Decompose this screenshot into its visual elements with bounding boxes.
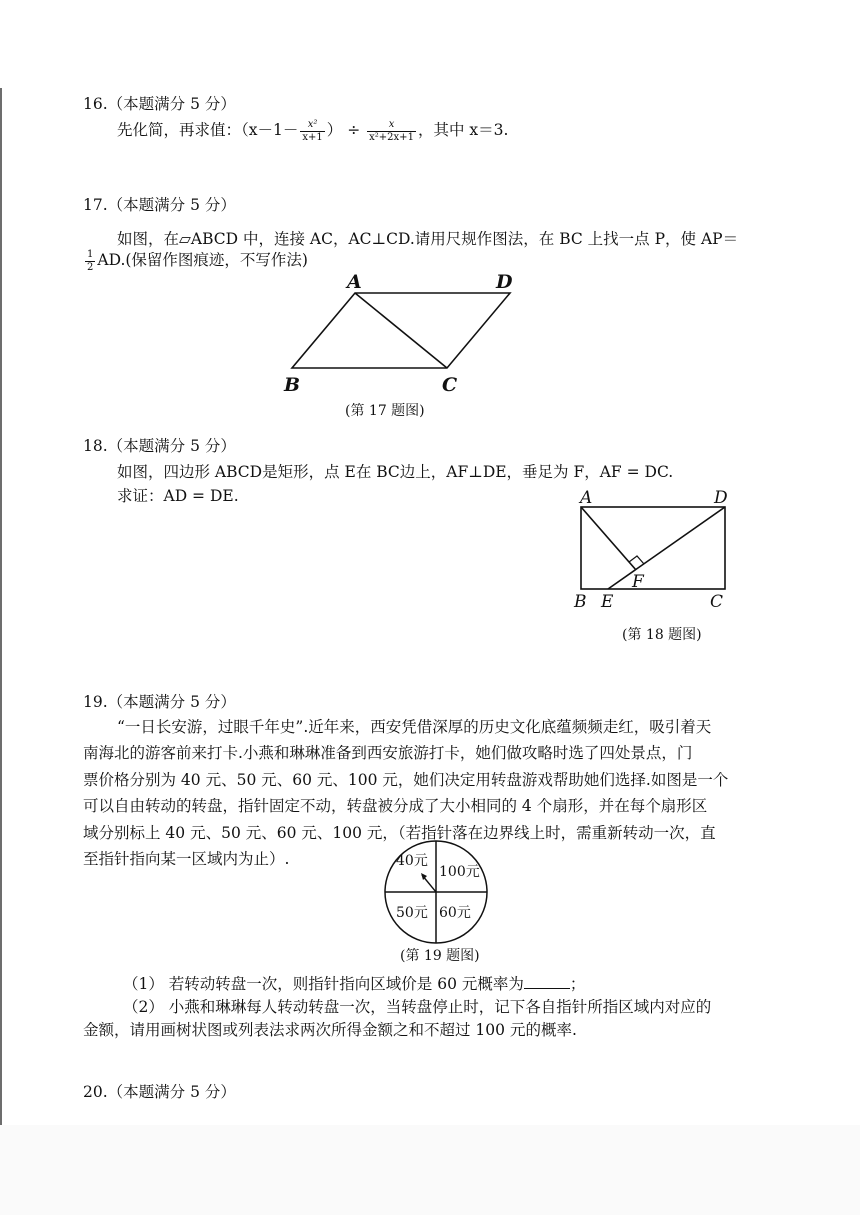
q17-frac-den: 2 [87, 261, 94, 273]
q17-caption: (第 17 题图) [345, 403, 425, 419]
q17-label-d: D [496, 271, 513, 293]
q16-fraction-2 [367, 119, 416, 144]
q19-para-line4: 可以自由转动的转盘，指针固定不动，转盘被分成了大小相同的 4 个扇形，并在每个扇形区 [83, 797, 708, 815]
q17-frac-num: 1 [87, 248, 94, 260]
q16-expr-open: （x－1－ [241, 121, 299, 139]
segment-af [581, 507, 636, 570]
q18-label-d: D [714, 488, 728, 508]
q17-label-a: A [347, 271, 362, 293]
q19-header: 19.（本题满分 5 分） [83, 693, 236, 711]
q16-frac2-den: x²+2x+1 [369, 131, 414, 143]
spinner-label-50: 50元 [396, 905, 428, 921]
q19-para-line1: “一日长安游，过眼千年史”.近年来，西安凭借深厚的历史文化底蕴频频走红，吸引着天 [117, 718, 712, 736]
q18-label-f: F [632, 572, 644, 592]
q16-expr-close: ） [326, 121, 343, 139]
segment-de [608, 507, 725, 589]
q18-header: 18.（本题满分 5 分） [83, 437, 236, 455]
q16-lead: 先化简，再求值： [117, 121, 242, 139]
q19-caption: (第 19 题图) [400, 948, 480, 964]
diagonal-ac [355, 293, 447, 368]
q18-label-c: C [710, 592, 724, 612]
q16-fraction-1 [300, 119, 324, 144]
q19-spinner-figure [380, 840, 492, 944]
q19-sub1-text: （1） 若转动转盘一次，则指针指向区域价是 60 元概率为 [123, 975, 524, 993]
q19-sub2-line2: 金额，请用画树状图或列表法求两次所得金额之和不超过 100 元的概率. [83, 1021, 577, 1039]
q19-para-line5: 域分别标上 40 元、50 元、60 元、100 元，（若指针落在边界线上时，需重新转动一次，直 [83, 824, 716, 842]
q20-header: 20.（本题满分 5 分） [83, 1083, 236, 1101]
q18-label-e: E [601, 592, 614, 612]
q18-label-a: A [580, 488, 593, 508]
q19-sub1 [123, 972, 585, 994]
q16-frac2-num: x [367, 119, 416, 132]
q19-sub2-line1: （2） 小燕和琳琳每人转动转盘一次，当转盘停止时，记下各自指针所指区域内对应的 [123, 998, 712, 1016]
q17-label-b: B [284, 374, 301, 396]
q17-half-fraction [85, 249, 95, 274]
q17-line2-rest: AD.(保留作图痕迹，不写作法) [97, 251, 308, 269]
q17-parallelogram-figure [270, 262, 540, 397]
page-left-rule [0, 88, 2, 1133]
right-angle-mark-f [629, 556, 644, 564]
q16-tail: ，其中 x＝3. [417, 121, 509, 139]
q16-divide: ÷ [347, 121, 361, 139]
q18-line2: 求证：AD = DE. [117, 487, 239, 505]
q16-body [117, 118, 508, 144]
q18-caption: (第 18 题图) [622, 627, 702, 643]
q17-header: 17.（本题满分 5 分） [83, 196, 236, 214]
q18-rectangle-figure [568, 485, 743, 613]
q19-para-line3: 票价格分别为 40 元、50 元、60 元、100 元，她们决定用转盘游戏帮助她们选择.如图是一个 [83, 771, 729, 789]
page-bottom-shade [0, 1125, 860, 1215]
q19-para-line2: 南海北的游客前来打卡.小燕和琳琳准备到西安旅游打卡，她们做攻略时选了四处景点，门 [83, 744, 693, 762]
q19-sub1-suffix: ； [569, 975, 586, 993]
q19-para-line6: 至指针指向某一区域内为止）. [83, 850, 290, 868]
spinner-label-100: 100元 [439, 864, 480, 880]
q16-frac1-den: x+1 [302, 131, 323, 143]
rectangle-abcd [581, 507, 725, 589]
q17-label-c: C [442, 374, 458, 396]
spinner-label-40: 40元 [396, 853, 428, 869]
q18-line1: 如图，四边形 ABCD是矩形，点 E在 BC边上，AF⊥DE，垂足为 F，AF = DC. [117, 463, 674, 481]
q16-header: 16.（本题满分 5 分） [83, 95, 236, 113]
q19-sub1-answer-blank [524, 974, 570, 989]
spinner-label-60: 60元 [439, 905, 471, 921]
q18-label-b: B [574, 592, 587, 612]
q16-frac1-num: x² [300, 119, 324, 132]
q17-line1: 如图，在▱ABCD 中，连接 AC，AC⊥CD.请用尺规作图法，在 BC 上找一点 P，使 AP＝ [117, 230, 739, 248]
